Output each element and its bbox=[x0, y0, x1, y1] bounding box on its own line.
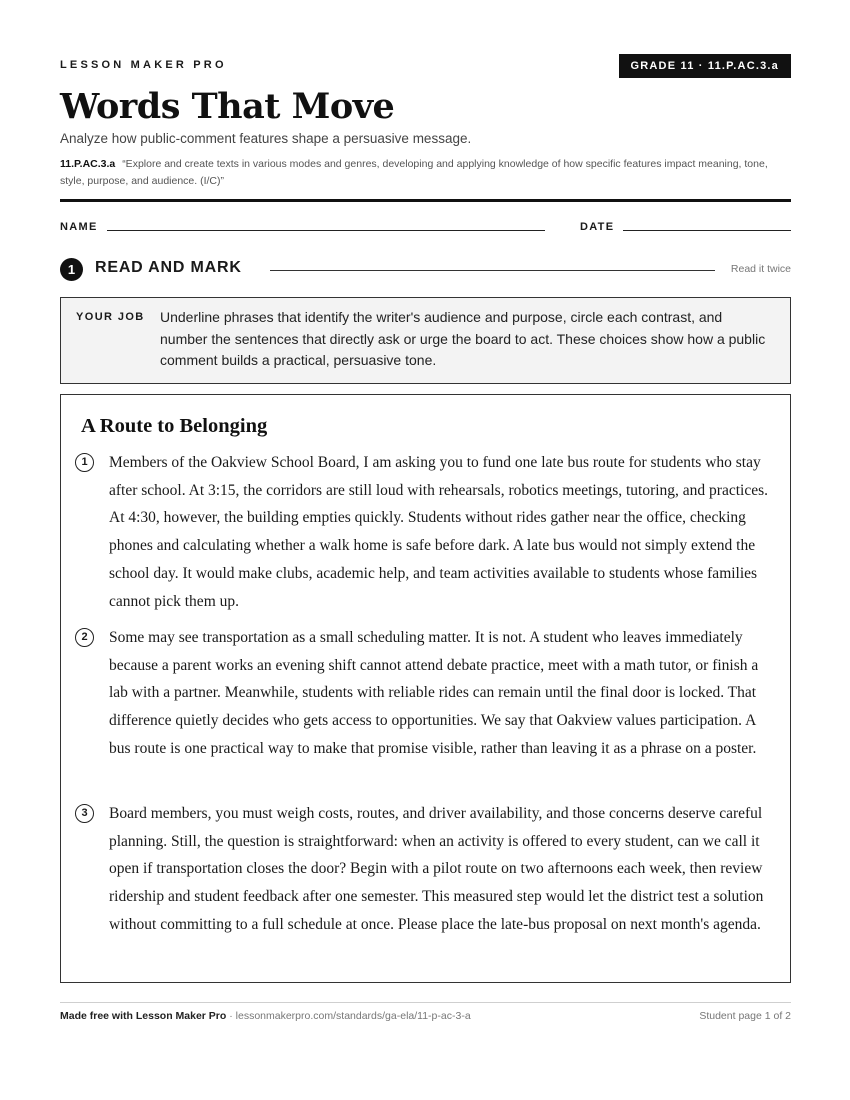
your-job-instructions: Underline phrases that identify the writer's audience and purpose, circle each contrast, and number the sentences that directly ask or urge the board to act. These choices show how a public comment builds a practical, persuasive tone. bbox=[160, 309, 766, 368]
footer-url[interactable]: lessonmakerpro.com/standards/ga-ela/11-p-ac-3-a bbox=[235, 1010, 471, 1022]
footer-made-with: Made free with Lesson Maker Pro bbox=[60, 1010, 227, 1022]
section-number-badge: 1 bbox=[60, 258, 83, 281]
paragraph-text: Some may see transportation as a small scheduling matter. It is not. A student who leaves immediately because a parent works an evening shift cannot attend debate practice, meet with a math tutor, or finish a lab with a partner. Meanwhile, students with reliable rides can remain until the final door is locked. That difference quietly decides who gets access to opportunities. We say that Oakview values participation. A bus route is one practical way to make that promise visible, rather than leaving it as a phrase on a poster. bbox=[109, 629, 759, 757]
date-field[interactable] bbox=[623, 230, 791, 231]
section-note: Read it twice bbox=[730, 263, 791, 275]
footer-credit bbox=[60, 1010, 471, 1022]
section-title: READ AND MARK bbox=[95, 259, 242, 276]
date-label: DATE bbox=[580, 221, 615, 233]
worksheet-subtitle: Analyze how public-comment features shape a persuasive message. bbox=[60, 131, 472, 146]
grade-badge: GRADE 11 · 11.P.AC.3.a bbox=[619, 54, 791, 78]
worksheet-title: Words That Move bbox=[60, 86, 395, 127]
worksheet-page bbox=[60, 0, 791, 1100]
paragraph-number: 3 bbox=[75, 804, 94, 823]
paragraph-text: Members of the Oakview School Board, I am asking you to fund one late bus route for students who stay after school. At 3:15, the corridors are still loud with rehearsals, robotics meetings, tutoring, and practices. At 4:30, however, the building empties quickly. Students without rides gather near the office, checking phones and calculating whether a walk home is safe before dark. A late bus would not simply extend the school day. It would make clubs, academic help, and team activities available to students whose families cannot pick them up. bbox=[109, 454, 769, 610]
standard-description bbox=[60, 156, 791, 189]
header-divider bbox=[60, 199, 791, 202]
paragraph-number: 2 bbox=[75, 628, 94, 647]
brand-name: LESSON MAKER PRO bbox=[60, 59, 227, 71]
paragraph-number: 1 bbox=[75, 453, 94, 472]
standard-code: 11.P.AC.3.a bbox=[60, 158, 116, 170]
reading-passage bbox=[60, 394, 791, 983]
footer-separator: · bbox=[226, 1010, 236, 1022]
your-job-box bbox=[60, 297, 791, 384]
footer-divider bbox=[60, 1002, 791, 1003]
name-label: NAME bbox=[60, 221, 98, 233]
passage-title: A Route to Belonging bbox=[81, 415, 268, 437]
section-divider bbox=[270, 270, 715, 271]
standard-text: “Explore and create texts in various modes and genres, developing and applying knowledge of how specific features impact meaning, tone, style, purpose, and audience. (I/C)” bbox=[60, 158, 768, 187]
page-indicator: Student page 1 of 2 bbox=[699, 1010, 791, 1022]
name-field[interactable] bbox=[107, 230, 545, 231]
your-job-label: YOUR JOB bbox=[76, 311, 145, 323]
paragraph-text: Board members, you must weigh costs, routes, and driver availability, and those concerns deserve careful planning. Still, the question is straightforward: when an activity is offered to every student, can we call it open if transportation closes the door? Begin with a pilot route on two afternoons each week, then review ridership and student feedback after one semester. This measured step would let the district test a solution without committing to a full schedule at once. Please place the late-bus proposal on next month's agenda. bbox=[109, 805, 764, 933]
